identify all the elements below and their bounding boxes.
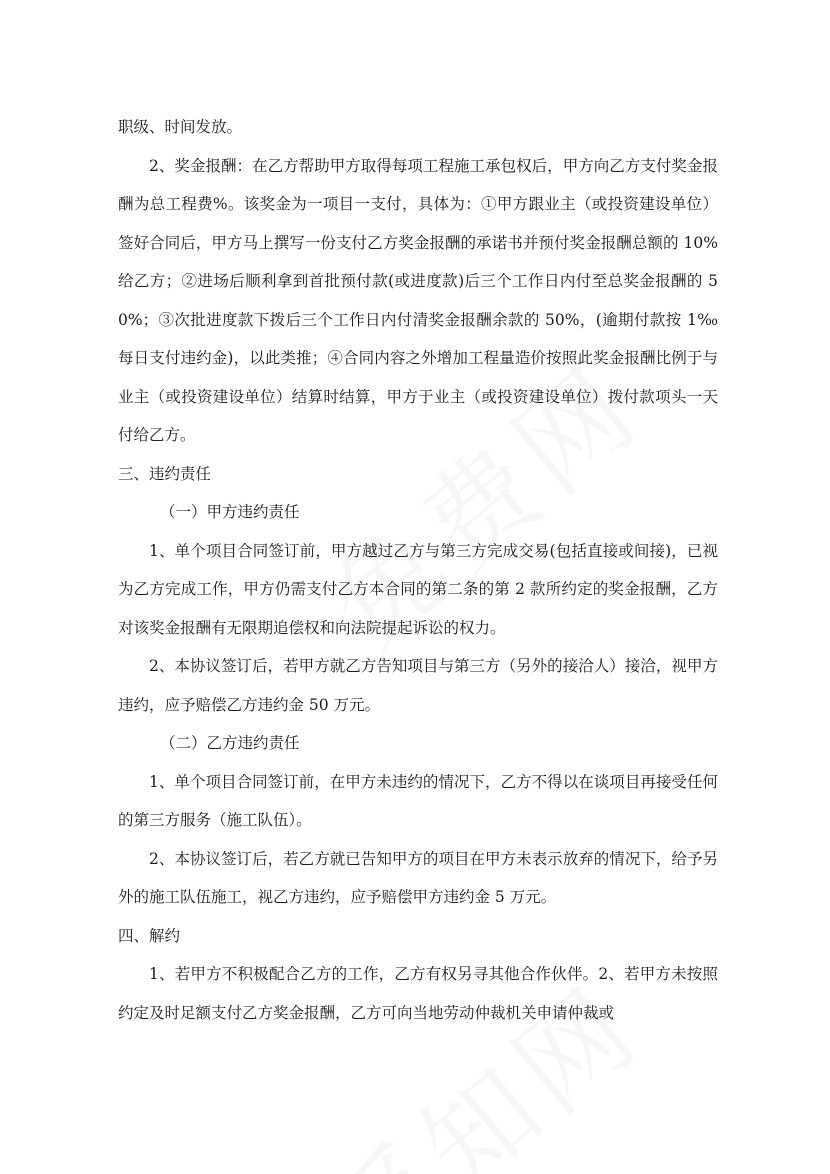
paragraph-continuation: 职级、时间发放。	[118, 118, 243, 136]
paragraph-party-a-clause-1: 1、单个项目合同签订前，甲方越过乙方与第三方完成交易(包括直接或间接)，已视为乙方完成工作，甲方仍需支付乙方本合同的第二条的第 2 款所约定的奖金报酬，乙方对该奖金报酬有无限期追偿权和向法院提起诉讼的权力。	[118, 541, 718, 637]
document-body	[118, 108, 718, 1032]
subsection-heading-party-a: （一）甲方违约责任	[160, 503, 300, 521]
paragraph-bonus-reward: 2、奖金报酬：在乙方帮助甲方取得每项工程施工承包权后，甲方向乙方支付奖金报酬为总工程费%。该奖金为一项目一支付，具体为：①甲方跟业主（或投资建设单位）签好合同后，甲方马上撰写一份支付乙方奖金报酬的承诺书并预付奖金报酬总额的 10%给乙方；②进场后顺利拿到首批预付款(或进度款)后三个工作日内付至总奖金报酬的 50%；③次批进度款下拨后三个工作日内付清奖金报酬余款的 50%，(逾期付款按 1‰每日支付违约金)，以此类推；④合同内容之外增加工程量造价按照此奖金报酬比例于与业主（或投资建设单位）结算时结算，甲方于业主（或投资建设单位）拨付款项头一天付给乙方。	[118, 156, 718, 444]
section-heading-termination: 四、解约	[118, 926, 181, 945]
section-heading-breach: 三、违约责任	[118, 464, 212, 483]
paragraph-party-b-clause-2: 2、本协议签订后，若乙方就已告知甲方的项目在甲方未表示放弃的情况下，给予另外的施工队伍施工，视乙方违约，应予赔偿甲方违约金 5 万元。	[118, 849, 718, 906]
subsection-heading-party-b: （二）乙方违约责任	[160, 734, 300, 752]
paragraph-termination-clause: 1、若甲方不积极配合乙方的工作，乙方有权另寻其他合作伙伴。2、若甲方未按照约定及时足额支付乙方奖金报酬，乙方可向当地劳动仲裁机关申请仲裁或	[118, 965, 718, 1022]
paragraph-party-a-clause-2: 2、本协议签订后，若甲方就乙方告知项目与第三方（另外的接洽人）接洽，视甲方违约，应予赔偿乙方违约金 50 万元。	[118, 657, 718, 714]
paragraph-party-b-clause-1: 1、单个项目合同签订前，在甲方未违约的情况下，乙方不得以在谈项目再接受任何的第三方服务（施工队伍）。	[118, 772, 718, 829]
